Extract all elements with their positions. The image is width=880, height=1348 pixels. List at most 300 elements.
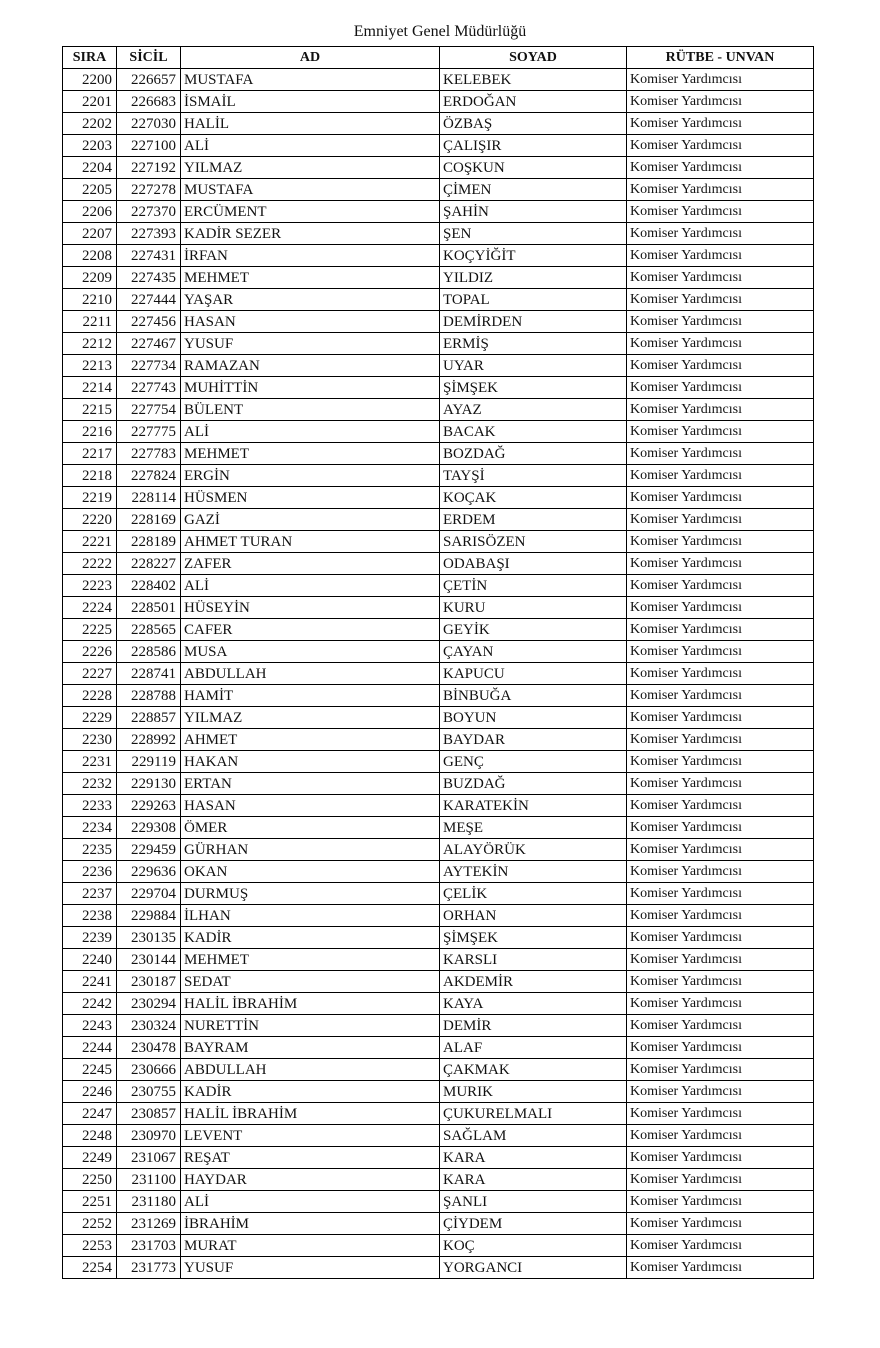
soyad-cell: KARA (440, 1169, 627, 1191)
ad-cell: HASAN (181, 795, 440, 817)
sira-cell: 2228 (63, 685, 117, 707)
table-row (63, 685, 814, 707)
soyad-cell: ŞANLI (440, 1191, 627, 1213)
rutbe-unvan-cell: Komiser Yardımcısı (627, 663, 814, 685)
sira-cell: 2229 (63, 707, 117, 729)
ad-cell: HALİL (181, 113, 440, 135)
rutbe-unvan-cell: Komiser Yardımcısı (627, 223, 814, 245)
sicil-cell: 230857 (117, 1103, 181, 1125)
sicil-cell: 229130 (117, 773, 181, 795)
soyad-cell: BİNBUĞA (440, 685, 627, 707)
sira-cell: 2212 (63, 333, 117, 355)
soyad-cell: TAYŞİ (440, 465, 627, 487)
sicil-cell: 227444 (117, 289, 181, 311)
rutbe-unvan-cell: Komiser Yardımcısı (627, 1147, 814, 1169)
rutbe-unvan-cell: Komiser Yardımcısı (627, 91, 814, 113)
soyad-cell: COŞKUN (440, 157, 627, 179)
sira-cell: 2216 (63, 421, 117, 443)
rutbe-unvan-cell: Komiser Yardımcısı (627, 179, 814, 201)
rutbe-unvan-cell: Komiser Yardımcısı (627, 421, 814, 443)
sira-cell: 2221 (63, 531, 117, 553)
table-row (63, 553, 814, 575)
soyad-cell: ÇİMEN (440, 179, 627, 201)
soyad-cell: ŞİMŞEK (440, 377, 627, 399)
rutbe-unvan-cell: Komiser Yardımcısı (627, 245, 814, 267)
ad-cell: KADİR (181, 927, 440, 949)
rutbe-unvan-cell: Komiser Yardımcısı (627, 1103, 814, 1125)
soyad-cell: ERDEM (440, 509, 627, 531)
ad-cell: KADİR (181, 1081, 440, 1103)
table-row (63, 1169, 814, 1191)
sicil-cell: 227431 (117, 245, 181, 267)
ad-cell: REŞAT (181, 1147, 440, 1169)
soyad-cell: DEMİRDEN (440, 311, 627, 333)
sicil-cell: 227456 (117, 311, 181, 333)
sira-cell: 2230 (63, 729, 117, 751)
sicil-cell: 227824 (117, 465, 181, 487)
rutbe-unvan-cell: Komiser Yardımcısı (627, 795, 814, 817)
table-row (63, 333, 814, 355)
ad-cell: ALİ (181, 421, 440, 443)
sicil-cell: 228227 (117, 553, 181, 575)
rutbe-unvan-cell: Komiser Yardımcısı (627, 949, 814, 971)
ad-cell: İRFAN (181, 245, 440, 267)
ad-cell: GAZİ (181, 509, 440, 531)
table-row (63, 1213, 814, 1235)
ad-cell: İLHAN (181, 905, 440, 927)
ad-cell: DURMUŞ (181, 883, 440, 905)
table-row (63, 289, 814, 311)
ad-cell: İBRAHİM (181, 1213, 440, 1235)
table-row (63, 751, 814, 773)
sicil-cell: 226683 (117, 91, 181, 113)
sira-cell: 2232 (63, 773, 117, 795)
ad-cell: OKAN (181, 861, 440, 883)
sira-cell: 2204 (63, 157, 117, 179)
rutbe-unvan-cell: Komiser Yardımcısı (627, 1191, 814, 1213)
sicil-cell: 228586 (117, 641, 181, 663)
rutbe-unvan-cell: Komiser Yardımcısı (627, 1037, 814, 1059)
soyad-cell: BOZDAĞ (440, 443, 627, 465)
ad-cell: HÜSEYİN (181, 597, 440, 619)
soyad-cell: ŞEN (440, 223, 627, 245)
sicil-cell: 227370 (117, 201, 181, 223)
sira-cell: 2249 (63, 1147, 117, 1169)
rutbe-unvan-cell: Komiser Yardımcısı (627, 1257, 814, 1279)
sira-cell: 2222 (63, 553, 117, 575)
sicil-cell: 231067 (117, 1147, 181, 1169)
sicil-cell: 229884 (117, 905, 181, 927)
rutbe-unvan-cell: Komiser Yardımcısı (627, 135, 814, 157)
sicil-cell: 229308 (117, 817, 181, 839)
rutbe-unvan-cell: Komiser Yardımcısı (627, 1015, 814, 1037)
sicil-cell: 230187 (117, 971, 181, 993)
sicil-cell: 231269 (117, 1213, 181, 1235)
ad-cell: ALİ (181, 575, 440, 597)
ad-cell: CAFER (181, 619, 440, 641)
table-row (63, 201, 814, 223)
sira-cell: 2211 (63, 311, 117, 333)
sira-cell: 2213 (63, 355, 117, 377)
sicil-cell: 228501 (117, 597, 181, 619)
sicil-cell: 228189 (117, 531, 181, 553)
ad-cell: ÖMER (181, 817, 440, 839)
ad-cell: ABDULLAH (181, 663, 440, 685)
rutbe-unvan-cell: Komiser Yardımcısı (627, 641, 814, 663)
rutbe-unvan-cell: Komiser Yardımcısı (627, 201, 814, 223)
sira-cell: 2242 (63, 993, 117, 1015)
sicil-cell: 230144 (117, 949, 181, 971)
sira-cell: 2236 (63, 861, 117, 883)
sicil-cell: 227754 (117, 399, 181, 421)
table-row (63, 1235, 814, 1257)
rutbe-unvan-cell: Komiser Yardımcısı (627, 751, 814, 773)
sira-cell: 2223 (63, 575, 117, 597)
rutbe-unvan-cell: Komiser Yardımcısı (627, 443, 814, 465)
ad-cell: SEDAT (181, 971, 440, 993)
sicil-cell: 227192 (117, 157, 181, 179)
table-row (63, 1147, 814, 1169)
soyad-cell: KAPUCU (440, 663, 627, 685)
rutbe-unvan-cell: Komiser Yardımcısı (627, 465, 814, 487)
sira-cell: 2215 (63, 399, 117, 421)
rutbe-unvan-cell: Komiser Yardımcısı (627, 267, 814, 289)
soyad-cell: AYAZ (440, 399, 627, 421)
soyad-cell: ÖZBAŞ (440, 113, 627, 135)
ad-cell: MUHİTTİN (181, 377, 440, 399)
rutbe-unvan-cell: Komiser Yardımcısı (627, 289, 814, 311)
table-row (63, 223, 814, 245)
sira-cell: 2248 (63, 1125, 117, 1147)
ad-cell: GÜRHAN (181, 839, 440, 861)
sira-cell: 2253 (63, 1235, 117, 1257)
ad-cell: AHMET TURAN (181, 531, 440, 553)
rutbe-unvan-cell: Komiser Yardımcısı (627, 1081, 814, 1103)
soyad-cell: ÇUKURELMALI (440, 1103, 627, 1125)
soyad-cell: AYTEKİN (440, 861, 627, 883)
sicil-cell: 227734 (117, 355, 181, 377)
table-row (63, 597, 814, 619)
ad-cell: MEHMET (181, 443, 440, 465)
table-row (63, 465, 814, 487)
column-header-ad: AD (181, 47, 440, 69)
table-row (63, 157, 814, 179)
table-row (63, 1191, 814, 1213)
rutbe-unvan-cell: Komiser Yardımcısı (627, 311, 814, 333)
rutbe-unvan-cell: Komiser Yardımcısı (627, 883, 814, 905)
ad-cell: MEHMET (181, 949, 440, 971)
sicil-cell: 230755 (117, 1081, 181, 1103)
table-row (63, 883, 814, 905)
table-row (63, 69, 814, 91)
table-row (63, 311, 814, 333)
ad-cell: KADİR SEZER (181, 223, 440, 245)
table-row (63, 949, 814, 971)
soyad-cell: YILDIZ (440, 267, 627, 289)
rutbe-unvan-cell: Komiser Yardımcısı (627, 927, 814, 949)
sira-cell: 2235 (63, 839, 117, 861)
table-row (63, 267, 814, 289)
ad-cell: MURAT (181, 1235, 440, 1257)
rutbe-unvan-cell: Komiser Yardımcısı (627, 861, 814, 883)
sira-cell: 2234 (63, 817, 117, 839)
sicil-cell: 231703 (117, 1235, 181, 1257)
ad-cell: MUSTAFA (181, 69, 440, 91)
table-row (63, 113, 814, 135)
table-row (63, 707, 814, 729)
soyad-cell: ŞİMŞEK (440, 927, 627, 949)
sicil-cell: 229636 (117, 861, 181, 883)
soyad-cell: BAYDAR (440, 729, 627, 751)
table-row (63, 993, 814, 1015)
table-row (63, 641, 814, 663)
table-row (63, 773, 814, 795)
table-row (63, 377, 814, 399)
table-row (63, 1103, 814, 1125)
ad-cell: HAMİT (181, 685, 440, 707)
soyad-cell: KARATEKİN (440, 795, 627, 817)
sira-cell: 2243 (63, 1015, 117, 1037)
sicil-cell: 226657 (117, 69, 181, 91)
ad-cell: YILMAZ (181, 707, 440, 729)
sicil-cell: 228565 (117, 619, 181, 641)
ad-cell: MUSTAFA (181, 179, 440, 201)
table-row (63, 817, 814, 839)
column-header-sicil: SİCİL (117, 47, 181, 69)
sira-cell: 2224 (63, 597, 117, 619)
sira-cell: 2246 (63, 1081, 117, 1103)
rutbe-unvan-cell: Komiser Yardımcısı (627, 619, 814, 641)
table-row (63, 421, 814, 443)
table-row (63, 575, 814, 597)
table-row (63, 1081, 814, 1103)
sicil-cell: 227393 (117, 223, 181, 245)
soyad-cell: ÇAKMAK (440, 1059, 627, 1081)
table-row (63, 619, 814, 641)
soyad-cell: TOPAL (440, 289, 627, 311)
sicil-cell: 229704 (117, 883, 181, 905)
sira-cell: 2220 (63, 509, 117, 531)
sira-cell: 2254 (63, 1257, 117, 1279)
soyad-cell: KAYA (440, 993, 627, 1015)
table-row (63, 179, 814, 201)
ad-cell: ERCÜMENT (181, 201, 440, 223)
sira-cell: 2201 (63, 91, 117, 113)
rutbe-unvan-cell: Komiser Yardımcısı (627, 69, 814, 91)
sira-cell: 2202 (63, 113, 117, 135)
ad-cell: ALİ (181, 1191, 440, 1213)
table-row (63, 135, 814, 157)
sicil-cell: 229119 (117, 751, 181, 773)
sira-cell: 2241 (63, 971, 117, 993)
ad-cell: HASAN (181, 311, 440, 333)
soyad-cell: KOÇYİĞİT (440, 245, 627, 267)
soyad-cell: DEMİR (440, 1015, 627, 1037)
ad-cell: HAKAN (181, 751, 440, 773)
soyad-cell: ŞAHİN (440, 201, 627, 223)
soyad-cell: ERDOĞAN (440, 91, 627, 113)
soyad-cell: ODABAŞI (440, 553, 627, 575)
sira-cell: 2227 (63, 663, 117, 685)
rutbe-unvan-cell: Komiser Yardımcısı (627, 729, 814, 751)
sira-cell: 2205 (63, 179, 117, 201)
soyad-cell: YORGANCI (440, 1257, 627, 1279)
rutbe-unvan-cell: Komiser Yardımcısı (627, 1169, 814, 1191)
sicil-cell: 229459 (117, 839, 181, 861)
rutbe-unvan-cell: Komiser Yardımcısı (627, 1125, 814, 1147)
soyad-cell: KOÇAK (440, 487, 627, 509)
sira-cell: 2247 (63, 1103, 117, 1125)
soyad-cell: ORHAN (440, 905, 627, 927)
sira-cell: 2233 (63, 795, 117, 817)
sicil-cell: 227467 (117, 333, 181, 355)
personnel-table (62, 46, 814, 1279)
soyad-cell: ALAYÖRÜK (440, 839, 627, 861)
ad-cell: YUSUF (181, 1257, 440, 1279)
soyad-cell: KOÇ (440, 1235, 627, 1257)
ad-cell: AHMET (181, 729, 440, 751)
sicil-cell: 229263 (117, 795, 181, 817)
sicil-cell: 231180 (117, 1191, 181, 1213)
soyad-cell: ÇAYAN (440, 641, 627, 663)
ad-cell: BAYRAM (181, 1037, 440, 1059)
soyad-cell: KURU (440, 597, 627, 619)
sicil-cell: 227775 (117, 421, 181, 443)
column-header-soyad: SOYAD (440, 47, 627, 69)
sira-cell: 2200 (63, 69, 117, 91)
sira-cell: 2208 (63, 245, 117, 267)
table-row (63, 531, 814, 553)
ad-cell: İSMAİL (181, 91, 440, 113)
sicil-cell: 231773 (117, 1257, 181, 1279)
table-row (63, 861, 814, 883)
rutbe-unvan-cell: Komiser Yardımcısı (627, 575, 814, 597)
sira-cell: 2239 (63, 927, 117, 949)
table-row (63, 1059, 814, 1081)
sira-cell: 2231 (63, 751, 117, 773)
table-row (63, 355, 814, 377)
table-row (63, 927, 814, 949)
soyad-cell: BUZDAĞ (440, 773, 627, 795)
sicil-cell: 228788 (117, 685, 181, 707)
sira-cell: 2226 (63, 641, 117, 663)
soyad-cell: ÇALIŞIR (440, 135, 627, 157)
table-row (63, 795, 814, 817)
rutbe-unvan-cell: Komiser Yardımcısı (627, 333, 814, 355)
soyad-cell: MURIK (440, 1081, 627, 1103)
rutbe-unvan-cell: Komiser Yardımcısı (627, 1213, 814, 1235)
ad-cell: MEHMET (181, 267, 440, 289)
sira-cell: 2225 (63, 619, 117, 641)
ad-cell: ALİ (181, 135, 440, 157)
table-row (63, 1037, 814, 1059)
ad-cell: YAŞAR (181, 289, 440, 311)
ad-cell: HAYDAR (181, 1169, 440, 1191)
sira-cell: 2237 (63, 883, 117, 905)
soyad-cell: KARSLI (440, 949, 627, 971)
sira-cell: 2238 (63, 905, 117, 927)
rutbe-unvan-cell: Komiser Yardımcısı (627, 1059, 814, 1081)
ad-cell: NURETTİN (181, 1015, 440, 1037)
soyad-cell: AKDEMİR (440, 971, 627, 993)
ad-cell: ERGİN (181, 465, 440, 487)
sicil-cell: 228169 (117, 509, 181, 531)
ad-cell: HALİL İBRAHİM (181, 1103, 440, 1125)
soyad-cell: BOYUN (440, 707, 627, 729)
ad-cell: YILMAZ (181, 157, 440, 179)
table-header-row (63, 47, 814, 69)
soyad-cell: GEYİK (440, 619, 627, 641)
ad-cell: ZAFER (181, 553, 440, 575)
ad-cell: HÜSMEN (181, 487, 440, 509)
sira-cell: 2203 (63, 135, 117, 157)
sicil-cell: 230970 (117, 1125, 181, 1147)
rutbe-unvan-cell: Komiser Yardımcısı (627, 773, 814, 795)
soyad-cell: ALAF (440, 1037, 627, 1059)
rutbe-unvan-cell: Komiser Yardımcısı (627, 707, 814, 729)
table-row (63, 1125, 814, 1147)
sicil-cell: 228992 (117, 729, 181, 751)
soyad-cell: UYAR (440, 355, 627, 377)
ad-cell: ERTAN (181, 773, 440, 795)
rutbe-unvan-cell: Komiser Yardımcısı (627, 157, 814, 179)
sicil-cell: 227278 (117, 179, 181, 201)
table-row (63, 663, 814, 685)
ad-cell: ABDULLAH (181, 1059, 440, 1081)
ad-cell: RAMAZAN (181, 355, 440, 377)
rutbe-unvan-cell: Komiser Yardımcısı (627, 905, 814, 927)
table-row (63, 245, 814, 267)
table-row (63, 399, 814, 421)
sicil-cell: 227743 (117, 377, 181, 399)
soyad-cell: MEŞE (440, 817, 627, 839)
sira-cell: 2219 (63, 487, 117, 509)
soyad-cell: ERMİŞ (440, 333, 627, 355)
sicil-cell: 228741 (117, 663, 181, 685)
ad-cell: LEVENT (181, 1125, 440, 1147)
ad-cell: YUSUF (181, 333, 440, 355)
sira-cell: 2245 (63, 1059, 117, 1081)
rutbe-unvan-cell: Komiser Yardımcısı (627, 113, 814, 135)
rutbe-unvan-cell: Komiser Yardımcısı (627, 1235, 814, 1257)
rutbe-unvan-cell: Komiser Yardımcısı (627, 993, 814, 1015)
sira-cell: 2252 (63, 1213, 117, 1235)
soyad-cell: BACAK (440, 421, 627, 443)
sira-cell: 2250 (63, 1169, 117, 1191)
rutbe-unvan-cell: Komiser Yardımcısı (627, 399, 814, 421)
column-header-sira: SIRA (63, 47, 117, 69)
ad-cell: MUSA (181, 641, 440, 663)
sira-cell: 2240 (63, 949, 117, 971)
rutbe-unvan-cell: Komiser Yardımcısı (627, 531, 814, 553)
sicil-cell: 230666 (117, 1059, 181, 1081)
table-row (63, 487, 814, 509)
sicil-cell: 227435 (117, 267, 181, 289)
sicil-cell: 227100 (117, 135, 181, 157)
rutbe-unvan-cell: Komiser Yardımcısı (627, 355, 814, 377)
table-row (63, 91, 814, 113)
table-row (63, 1257, 814, 1279)
soyad-cell: ÇETİN (440, 575, 627, 597)
table-row (63, 443, 814, 465)
rutbe-unvan-cell: Komiser Yardımcısı (627, 685, 814, 707)
rutbe-unvan-cell: Komiser Yardımcısı (627, 377, 814, 399)
table-row (63, 905, 814, 927)
sicil-cell: 228114 (117, 487, 181, 509)
soyad-cell: SAĞLAM (440, 1125, 627, 1147)
table-body (63, 69, 814, 1279)
sira-cell: 2206 (63, 201, 117, 223)
